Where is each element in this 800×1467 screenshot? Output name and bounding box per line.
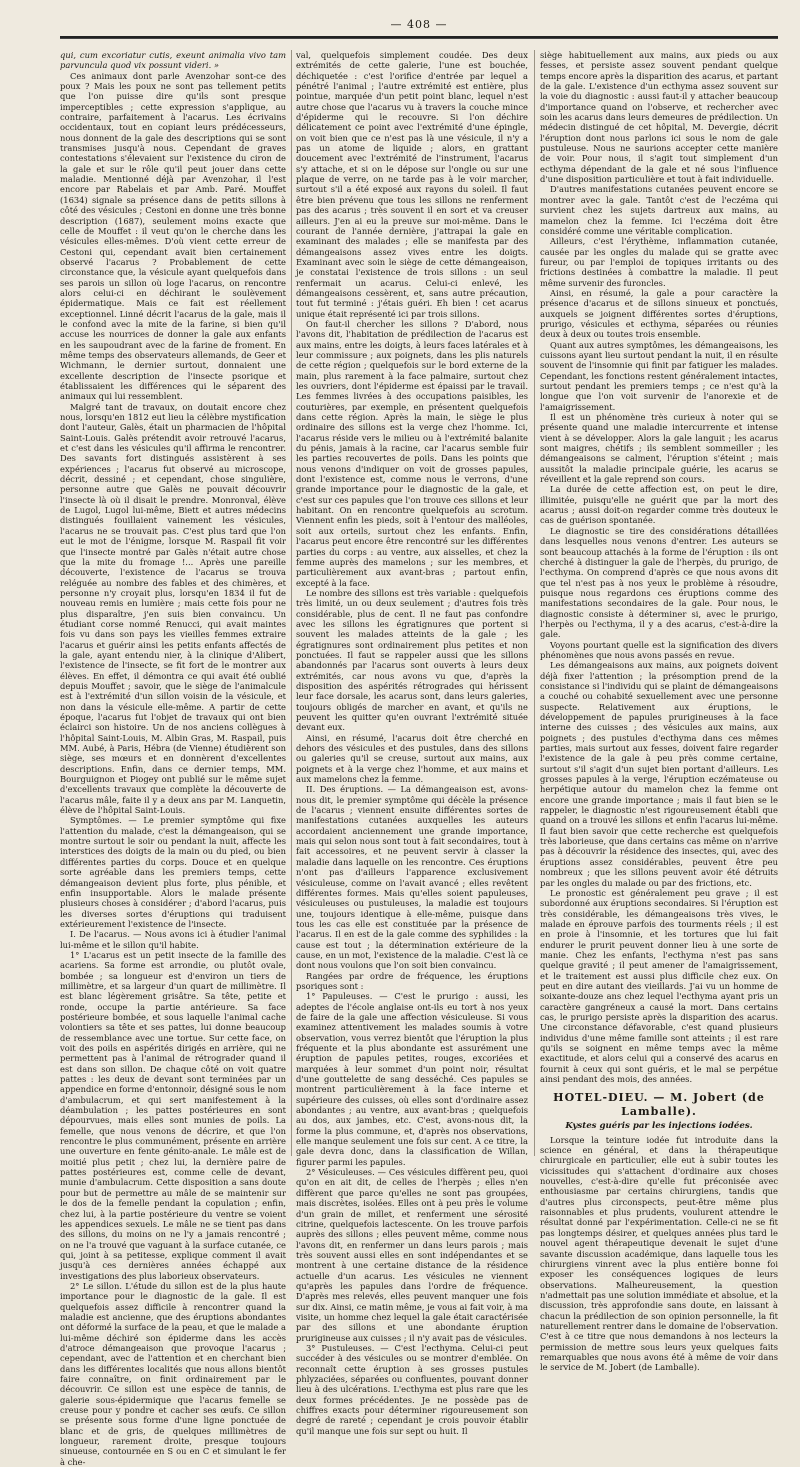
paragraph: Quant aux autres symptômes, les démangeaisons, les cuissons ayant lieu surtout pendant la nuit, il en résulte souvent de l'insomnie qui finit par fatiguer les malades. Cependant, les fonctions restent généralement intactes, surtout pendant les premiers temps ; ce n'est qu'à la longue que l'on voit survenir de l'anorexie et de l'amaigrissement. <box>540 339 778 412</box>
paragraph: Voyons pourtant quelle est la signification des divers phénomènes que nous avons passés en revue. <box>540 639 778 660</box>
column-3 <box>540 50 778 1373</box>
paragraph: On faut-il chercher les sillons ? D'abord, nous l'avons dit, l'habitation de prédilection de l'acarus est aux mains, entre les doigts, à leurs faces latérales et à leur commissure ; aux poignets, dans les plis naturels de cette région ; quelquefois sur le bord externe de la main, plus rarement à la face palmaire, surtout chez les ouvriers, dont l'épiderme est épaissi par le travail. Les femmes livrées à des occupations paisibles, les couturières, par exemple, en présentent quelquefois dans cette région. Après la main, le siège le plus ordinaire des sillons est la verge chez l'homme. Ici, l'acarus réside vers le milieu ou à l'extrémité balanite du pénis, jamais à la racine, car l'acarus semble fuir les parties recouvertes de poils. Dans les points que nous venons d'indiquer on voit de grosses papules, dont l'existence est, comme nous le verrons, d'une grande importance pour le diagnostic de la gale, et c'est sur ces papules que l'on trouve ces sillons et leur habitant. On en rencontre quelquefois au scrotum. Viennent enfin les pieds, soit à l'entour des malléoles, soit aux orteils, surtout chez les enfants. Enfin, l'acarus peut encore être rencontré sur les différentes parties du corps : au ventre, aux aisselles, et chez la femme auprès des mamelons ; sur les membres, et particulièrement aux avant-bras ; partout enfin, excepté à la face. <box>296 318 528 588</box>
paragraph: 3° Pustuleuses. — C'est l'ecthyma. Celui-ci peut succéder à des vésicules ou se montrer d'emblée. On reconnaît cette éruption à ses grosses pustules phlyzaciées, séparées ou confluentes, pouvant donner lieu à des ulcérations. L'ecthyma est plus rare que les deux formes précédentes. Je ne possède pas de chiffres exacts pour déterminer rigoureusement son degré de rareté ; cependant je crois pouvoir établir qu'il manque une fois sur sept ou huit. Il <box>296 1342 528 1436</box>
paragraph: Le nombre des sillons est très variable : quelquefois très limité, un ou deux seulement ; d'autres fois très considérable, plus de cent. Il ne faut pas confondre avec les sillons les égratignures que portent si souvent les malades atteints de la gale ; les égratignures sont ordinairement plus petites et non ponctuées. Il faut se rappeler aussi que les sillons abandonnés par l'acarus sont ouverts à leurs deux extrémités, car nous avons vu que, d'après la disposition des aspérités rétrogrades qui hérissent leur face dorsale, les acarus sont, dans leurs galeries, toujours obligés de marcher en avant, et qu'ils ne peuvent les quitter qu'en ouvrant l'extrémité située devant eux. <box>296 587 528 733</box>
paragraph: La durée de cette affection est, on peut le dire, illimitée, puisqu'elle ne guérit que par la mort des acarus ; aussi doit-on regarder comme très douteux le cas de guérison spontanée. <box>540 484 778 526</box>
column-1 <box>60 50 286 1467</box>
paragraph: Symptômes. — Le premier symptôme qui fixe l'attention du malade, c'est la démangeaison, qui se montre surtout le soir ou pendant la nuit, affecte les interstices des doigts de la main ou du pied, ou bien différentes parties du corps. Douce et en quelque sorte agréable dans les premiers temps, cette démangeaison devient plus forte, plus pénible, et enfin insupportable. Alors le malade présente plusieurs choses à considérer ; d'abord l'acarus, puis les diverses sortes d'éruptions qui traduisent extérieurement l'existence de l'insecte. <box>60 815 286 929</box>
section-subtitle: Kystes guéris par les injections iodées. <box>565 1121 753 1132</box>
paragraph: Il est un phénomène très curieux à noter qui se présente quand une maladie intercurrente et intense vient à se développer. Alors la gale languit ; les acarus sont maigres, chétifs ; ils semblent sommeiller ; les démangeaisons se calment, l'éruption s'éteint ; mais aussitôt la maladie principale guérie, les acarus se réveillent et la gale reprend son cours. <box>540 412 778 485</box>
paragraph: siège habituellement aux mains, aux pieds ou aux fesses, et persiste assez souvent pendant quelque temps encore après la disparition des acarus, et partant de la gale. L'existence d'un ecthyma assez souvent sur la voie du diagnostic : aussi faut-il y attacher beaucoup d'importance quand on l'observe, et rechercher avec soin les acarus dans leurs demeures de prédilection. Un médecin distingué de cet hôpital, M. Devergie, décrit l'éruption dont nous parlons ici sous le nom de gale pustuleuse. Nous ne saurions accepter cette manière de voir. Pour nous, il s'agit tout simplement d'un ecthyma dépendant de la gale et né sous l'influence d'une disposition particulière et tout à fait individuelle. <box>540 50 778 185</box>
paragraph: 2° Le sillon. L'étude du sillon est de la plus haute importance pour le diagnostic de la gale. Il est quelquefois assez difficile à rencontrer quand la maladie est ancienne, que des éruptions abondantes ont déformé la surface de la peau, et que le malade a lui-même déchiré son épiderme dans les accès d'atroce démangeaison que provoque l'acarus ; cependant, avec de l'attention et en cherchant bien dans les différentes localités que nous allons bientôt faire connaître, on finit ordinairement par le découvrir. Ce sillon est une espèce de tannis, de galerie sous-épidermique que l'acarus femelle se creuse pour y pondre et cacher ses œufs. Ce sillon se présente sous forme d'une ligne ponctuée de blanc et de gris, de quelques millimètres de longueur, rarement droite, presque toujours sinueuse, contournée en S ou en C et simulant le fer à che- <box>60 1280 286 1467</box>
paragraph: 1° Papuleuses. — C'est le prurigo : aussi, les adeptes de l'école anglaise ont-ils eu tort à nos yeux de faire de la gale une affection vésiculeuse. Si vous examinez attentivement les malades soumis à votre observation, vous verrez bientôt que l'éruption la plus fréquente et la plus abondante est assurément une éruption de papules petites, rouges, excoriées et marquées à leur sommet d'un point noir, résultat d'une gouttelette de sang desséché. Ces papules se montrent particulièrement à la face interne et supérieure des cuisses, où elles sont d'ordinaire assez abondantes ; au ventre, aux avant-bras ; quelquefois au dos, aux jambes, etc. C'est, avons-nous dit, la forme la plus commune, et, d'après nos observations, elle manque seulement une fois sur cent. A ce titre, la gale devra donc, dans la classification de Willan, figurer parmi les papules. <box>296 991 528 1167</box>
paragraph: 2° Vésiculeuses. — Ces vésicules diffèrent peu, quoi qu'on en ait dit, de celles de l'herpès ; elles n'en diffèrent que parce qu'elles ne sont pas groupées, mais discrètes, isolées. Elles ont à peu près le volume d'un grain de millet, et renferment une sérosité citrine, quelquefois lactescente. On les trouve parfois auprès des sillons ; elles peuvent même, comme nous l'avons dit, en renfermer un dans leurs parois ; mais très souvent aussi elles en sont indépendantes et se montrent à une certaine distance de la résidence actuelle d'un acarus. Les vésicules ne viennent qu'après les papules dans l'ordre de fréquence. D'après mes relevés, elles peuvent manquer une fois sur dix. Ainsi, ce matin même, je vous ai fait voir, à ma visite, un homme chez lequel la gale était caractérisée par des sillons et une abondante éruption prurigineuse aux cuisses ; il n'y avait pas de vésicules. <box>296 1167 528 1343</box>
paragraph: II. Des éruptions. — La démangeaison est, avons-nous dit, le premier symptôme qui décèle la présence de l'acarus ; viennent ensuite différentes sortes de manifestations cutanées auxquelles les auteurs accordaient anciennement une grande importance, mais qui selon nous sont tout à fait secondaires, tout à fait accessoires, et ne peuvent servir à classer la maladie dans laquelle on les rencontre. Ces éruptions n'ont pas d'ailleurs l'apparence exclusivement vésiculeuse, comme on l'avait avancé ; elles revêtent différentes formes. Mais qu'elles soient papuleuses, vésiculeuses ou pustuleuses, la maladie est toujours une, toujours identique à elle-même, puisque dans tous les cas elle est constituée par la présence de l'acarus. Il en est de la gale comme des syphilides : la cause est tout ; la détermination extérieure de la cause, en un mot, l'existence de la maladie. C'est là ce dont nous voulons que l'on soit bien convaincu. <box>296 784 528 971</box>
paragraph: I. De l'acarus. — Nous avons ici à étudier l'animal lui-même et le sillon qu'il habite. <box>60 929 286 950</box>
page-header <box>60 8 778 42</box>
section-title: HOTEL-DIEU. — M. Jobert (de Lamballe). <box>553 1091 765 1119</box>
paragraph: Le pronostic est généralement peu grave ; il est subordonné aux éruptions secondaires. Si l'éruption est très considérable, les démangeaisons très vives, le malade en éprouve parfois des tourments réels ; il est en proie à l'insomnie, et les tortures que lui fait endurer le prurit peuvent donner lieu à une sorte de manie. Chez les enfants, l'ecthyma n'est pas sans quelque gravité ; il peut amener de l'amaigrissement, et le traitement est aussi plus difficile chez eux. On peut en dire autant des vieillards. J'ai vu un homme de soixante-douze ans chez lequel l'ecthyma ayant pris un caractère gangréneux a causé la mort. Dans certains cas, le prurigo persiste après la disparition des acarus. Une circonstance défavorable, c'est quand plusieurs individus d'une même famille sont atteints ; il est rare qu'ils se soignent en même temps avec la même exactitude, et alors celui qui a conservé des acarus en fournit à ceux qui sont guéris, et le mal se perpétue ainsi pendant des mois, des années. <box>540 887 778 1085</box>
paragraph: Les démangeaisons aux mains, aux poignets doivent déjà fixer l'attention ; la présomption prend de la consistance si l'individu qui se plaint de démangeaisons a couché ou cohabité sexuellement avec une personne suspecte. Relativement aux éruptions, le développement de papules prurigineuses à la face interne des cuisses ; des vésicules aux mains, aux poignets ; des pustules d'ecthyma dans ces mêmes parties, mais surtout aux fesses, doivent faire regarder l'existence de la gale à peu près comme certaine, surtout s'il s'agit d'un sujet bien portant d'ailleurs. Les grosses papules à la verge, l'éruption eczémateuse ou herpétique autour du mamelon chez la femme ont encore une grande importance ; mais il faut bien se le rappeler, le diagnostic n'est rigoureusement établi que quand on a trouvé les sillons et enfin l'acarus lui-même. Il faut bien savoir que cette recherche est quelquefois très laborieuse, que dans certains cas même on n'arrive pas à découvrir la résidence des insectes, qui, avec des éruptions assez considérables, peuvent être peu nombreux ; que les sillons peuvent avoir été détruits par les ongles du malade ou par des frictions, etc. <box>540 660 778 888</box>
page-number: — 408 — <box>390 18 448 31</box>
paragraph: qui, cum excoriatur cutis, exeunt animalia vivo tam parvuncula quod vix possunt videri. » <box>60 50 286 71</box>
paragraph: Ces animaux dont parle Avenzohar sont-ce des poux ? Mais les poux ne sont pas tellement petits que l'on puisse dire qu'ils sont presque imperceptibles ; cette expression s'applique, au contraire, parfaitement à l'acarus. Les écrivains occidentaux, tout en copiant leurs prédécesseurs, nous donnent de la gale des descriptions qui se sont transmises jusqu'à nous. Cependant de graves contestations s'élevaient sur l'existence du ciron de la gale et sur le rôle qu'il peut jouer dans cette maladie. Mentionné déjà par Avenzohar, il l'est encore par Rabelais et par Amb. Paré. Mouffet (1634) signale sa présence dans de petits sillons à côté des vésicules ; Cestoni en donne une très bonne description (1687), seulement moins exacte que celle de Mouffet : il veut qu'on le cherche dans les vésicules elles-mêmes. D'où vient cette erreur de Cestoni qui, cependant avait bien certainement observé l'acarus ? Probablement de cette circonstance que, la vésicule ayant quelquefois dans ses parois un sillon où loge l'acarus, on rencontre alors celui-ci en déchirant le soulèvement épidermatique. Mais ce fait est réellement exceptionnel. Linné décrit l'acarus de la gale, mais il le confond avec la mite de la farine, si bien qu'il accuse les nourrices de donner la gale aux enfants en les saupoudrant avec de la farine de froment. En même temps des observateurs allemands, de Geer et Wichmann, le dernier surtout, donnaient une excellente description de l'insecte psorique et établissaient les différences qui le séparent des animaux qui lui ressemblent. <box>60 70 286 402</box>
paragraph: Ailleurs, c'est l'érythème, inflammation cutanée, causée par les ongles du malade qui se gratte avec fureur, ou par l'emploi de topiques irritants ou des frictions destinées à combattre la maladie. Il peut même survenir des furoncles. <box>540 236 778 288</box>
paragraph: D'autres manifestations cutanées peuvent encore se montrer avec la gale. Tantôt c'est de l'eczéma qui survient chez les sujets dartreux aux mains, au mamelon chez la femme. Ici l'eczéma doit être considéré comme une véritable complication. <box>540 184 778 236</box>
paragraph: Ainsi, en résumé, la gale a pour caractère la présence d'acarus et de sillons sinueux et ponctués, auxquels se joignent différentes sortes d'éruptions, prurigo, vésicules et ecthyma, séparées ou réunies deux à deux ou toutes trois ensemble. <box>540 287 778 340</box>
header-rule <box>60 36 778 39</box>
paragraph: Rangées par ordre de fréquence, les éruptions psoriques sont : <box>296 970 528 991</box>
column-2 <box>296 50 528 1436</box>
column-divider <box>534 50 535 1156</box>
paragraph: Lorsque la teinture iodée fut introduite dans la science en général, et dans la thérapeutique chirurgicale en particulier, elle eut à subir toutes les vicissitudes qui s'attachent d'ordinaire aux choses nouvelles, c'est-à-dire qu'elle fut préconisée avec enthousiasme par certains chirurgiens, tandis que d'autres plus circonspects, peut-être même plus raisonnables et plus prudents, voulurent attendre le résultat donné par l'expérimentation. Celle-ci ne se fit pas longtemps désirer, et quelques années plus tard le nouvel agent thérapeutique devenait le sujet d'une savante discussion académique, dans laquelle tous les chirurgiens vinrent avec la plus entière bonne foi exposer les conséquences logiques de leurs observations. Malheureusement, la question n'admettait pas une solution immédiate et absolue, et la discussion, très approfondie sans doute, en laissant à chacun la prédilection de son opinion personnelle, la fit naturellement rentrer dans le domaine de l'observation. C'est à ce titre que nous demandons à nos lecteurs la permission de mettre sous leurs yeux quelques faits remarquables que nous avons été à même de voir dans le service de M. Jobert (de Lamballe). <box>540 1134 778 1373</box>
paragraph: val, quelquefois simplement coudée. Des deux extrémités de cette galerie, l'une est bouchée, déchiquetée : c'est l'orifice d'entrée par lequel a pénétré l'animal ; l'autre extrémité est entière, plus pointue, marquée d'un petit point blanc, lequel n'est autre chose que l'acarus vu à travers la couche mince d'épiderme qui le recouvre. Si l'on déchire délicatement ce point avec l'extrémité d'une épingle, on voit bien que ce n'est pas là une vésicule, il n'y a pas un atome de liquide ; alors, en grattant doucement avec l'extrémité de l'instrument, l'acarus s'y attache, et si on le dépose sur l'ongle ou sur une plaque de verre, on ne tarde pas à le voir marcher, surtout s'il a été exposé aux rayons du soleil. Il faut être bien prévenu que tous les sillons ne renferment pas des acarus ; très souvent il en sort et va creuser ailleurs. J'en ai eu la preuve sur moi-même. Dans le courant de l'année dernière, j'attrapai la gale en examinant des malades ; elle se manifesta par des démangeaisons assez vives entre les doigts. Examinant avec soin le siège de cette démangeaison, je constatai l'existence de trois sillons : un seul renfermait un acarus. Celui-ci enlevé, les démangeaisons cessèrent, et, sans autre précaution, tout fut terminé : j'étais guéri. Eh bien ! cet acarus unique était représenté ici par trois sillons. <box>296 50 528 319</box>
paragraph: 1° L'acarus est un petit insecte de la famille des acariens. Sa forme est arrondie, ou plutôt ovale, bombée ; sa longueur est d'environ un tiers de millimètre, et sa largeur d'un quart de millimètre. Il est blanc légèrement grisâtre. Sa tête, petite et ronde, occupe la partie antérieure. Sa face postérieure bombée, et sous laquelle l'animal cache volontiers sa tête et ses pattes, lui donne beaucoup de ressemblance avec une tortue. Sur cette face, on voit des poils en aspérités dirigés en arrière, qui ne permettent pas à l'animal de rétrograder quand il est dans son sillon. De chaque côté on voit quatre pattes : les deux de devant sont terminées par un appendice en forme d'entonnoir, désigné sous le nom d'ambulacrum, et qui sert manifestement à la déambulation ; les pattes postérieures en sont dépourvues, mais elles sont munies de poils. La femelle, que nous venons de décrire, et que l'on rencontre le plus communément, présente en arrière une ouverture en fente génito-anale. Le mâle est de moitié plus petit ; chez lui, la dernière paire de pattes postérieures est, comme celle de devant, munie d'ambulacrum. Cette disposition a sans doute pour but de permettre au mâle de se maintenir sur le dos de la femelle pendant la copulation ; enfin, chez lui, à la partie postérieure du ventre se voient les appendices sexuels. Le mâle ne se tient pas dans des sillons, du moins on ne l'y a jamais rencontré ; on ne l'a trouvé que vaguant à la surface cutanée, ce qui, joint à sa petitesse, explique comment il avait jusqu'à ces dernières années échappé aux investigations des plus laborieux observateurs. <box>60 949 286 1281</box>
column-divider <box>291 50 292 1156</box>
paragraph: Le diagnostic se tire des considérations détaillées dans lesquelles nous venons d'entrer. Les auteurs se sont beaucoup attachés à la forme de l'éruption : ils ont cherché à distinguer la gale de l'herpès, du prurigo, de l'ecthyma. On comprend d'après ce que nous avons dit que tel n'est pas à nos yeux le problème à résoudre, puisque nous regardons ces éruptions comme des manifestations secondaires de la gale. Pour nous, le diagnostic consiste à déterminer si, avec le prurigo, l'herpès ou l'ecthyma, il y a des acarus, c'est-à-dire la gale. <box>540 525 778 640</box>
paragraph: Malgré tant de travaux, on doutait encore chez nous, lorsqu'en 1812 eut lieu la célèbre mystification dont l'auteur, Galès, était un pharmacien de l'hôpital Saint-Louis. Galès prétendit avoir retrouvé l'acarus, et c'est dans les vésicules qu'il affirma le rencontrer. Des savants fort distingués assistèrent à ses expériences ; l'acarus fut observé au microscope, décrit, dessiné ; et cependant, chose singulière, personne autre que Galès ne pouvait découvrir l'insecte là où il disait le prendre. Monronval, élève de Lugol, Lugol lui-même, Biett et autres médecins distingués fouillaient vainement les vésicules, l'acarus ne se trouvait pas. C'est plus tard que l'on eut le mot de l'énigme, lorsque M. Raspail fit voir que l'insecte montré par Galès n'était autre chose que la mite du fromage !... Après une pareille découverte, l'existence de l'acarus se trouva reléguée au nombre des fables et des chimères, et personne n'y croyait plus, lorsqu'en 1834 il fut de nouveau remis en lumière ; mais cette fois pour ne plus disparaître, j'en suis bien convaincu. Un étudiant corse nommé Renucci, qui avait maintes fois vu dans son pays les vieilles femmes extraire l'acarus et guérir ainsi les petits enfants affectés de la gale, ayant entendu nier, à la clinique d'Alibert, l'existence de l'insecte, se fit fort de le montrer aux élèves. En effet, il démontra ce qui avait été oublié depuis Mouffet ; savoir, que le siège de l'animalcule est à l'extrémité d'un sillon voisin de la vésicule, et non dans la vésicule elle-même. A partir de cette époque, l'acarus fut l'objet de travaux qui ont bien éclairci son histoire. Un de nos anciens collègues à l'hôpital Saint-Louis, M. Albin Gras, M. Raspail, puis MM. Aubé, à Paris, Hébra (de Vienne) étudièrent son siège, ses mœurs et en donnèrent d'excellentes descriptions. Enfin, dans ce dernier temps, MM. Bourguignon et Piogey ont publié sur le même sujet d'excellents travaux que complète la découverte de l'acarus mâle, faite il y a deux ans par M. Lanquetin, élève de l'hôpital Saint-Louis. <box>60 401 286 816</box>
paragraph: Ainsi, en résumé, l'acarus doit être cherché en dehors des vésicules et des pustules, dans des sillons ou galeries qu'il se creuse, surtout aux mains, aux poignets et à la verge chez l'homme, et aux mains et aux mamelons chez la femme. <box>296 732 528 785</box>
